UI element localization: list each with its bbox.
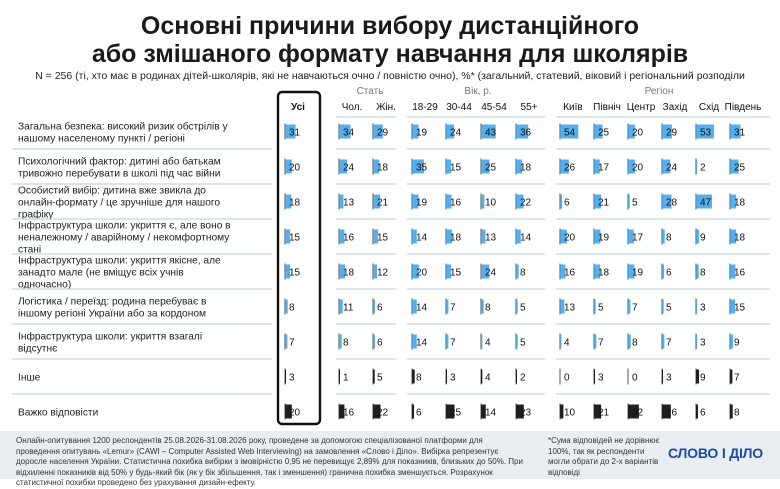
value-label: 24: [343, 162, 355, 174]
bar: [412, 370, 415, 384]
value-label: 17: [598, 162, 610, 174]
bar: [339, 370, 340, 384]
row-label: тривожно перебувати в школі під час війни: [18, 168, 221, 180]
value-label: 21: [377, 197, 389, 209]
value-label: 18: [520, 162, 532, 174]
column-header: Схід: [698, 102, 720, 113]
value-label: 29: [377, 127, 389, 139]
value-label: 43: [485, 127, 497, 139]
value-label: 28: [666, 197, 678, 209]
bar: [373, 335, 375, 349]
brand-logo: [668, 445, 772, 467]
bar: [696, 300, 697, 314]
column-header: Північ: [593, 102, 621, 113]
bar: [373, 300, 375, 314]
value-label: 3: [450, 372, 456, 384]
bar: [373, 370, 375, 384]
group-label: Вік, р.: [464, 86, 492, 97]
column-header: Захід: [662, 102, 688, 113]
value-label: 2: [700, 162, 706, 174]
bar: [516, 300, 518, 314]
all-column-frame: [278, 92, 320, 424]
value-label: 15: [450, 162, 462, 174]
brand-logo-text: СЛОВО І ДІЛО: [668, 445, 763, 461]
row-label: нашому населеному пункті / регіоні: [18, 133, 185, 145]
value-label: 18: [289, 197, 301, 209]
column-header: 30-44: [446, 102, 472, 113]
bar: [285, 300, 288, 314]
column-header: 18-29: [412, 102, 438, 113]
row-label: Особистий вибір: дитина вже звикла до: [18, 185, 206, 197]
bar: [285, 370, 286, 384]
value-label: 5: [377, 372, 383, 384]
column-header: Чол.: [341, 102, 363, 113]
value-label: 24: [485, 267, 497, 279]
row-label: стані: [18, 244, 42, 256]
bar: [285, 335, 287, 349]
column-header: 45-54: [481, 102, 507, 113]
row-label: Інше: [18, 372, 41, 384]
value-label: 20: [289, 162, 301, 174]
bar: [696, 335, 697, 349]
value-label: 18: [734, 197, 746, 209]
bar: [481, 300, 484, 314]
bar: [628, 335, 631, 349]
column-header: Жін.: [376, 102, 396, 113]
value-label: 26: [666, 407, 678, 419]
value-label: 4: [485, 372, 491, 384]
value-label: 18: [598, 267, 610, 279]
bar: [446, 300, 448, 314]
value-label: 3: [598, 372, 604, 384]
value-label: 12: [377, 267, 389, 279]
value-label: 54: [564, 127, 576, 139]
title-line-1: Основні причини вибору дистанційного: [140, 12, 640, 40]
row-label: Інфраструктура школи: укриття взагалі: [18, 331, 203, 343]
value-label: 19: [416, 197, 428, 209]
value-label: 31: [734, 127, 746, 139]
bar: [446, 370, 447, 384]
row-label: Психологічний фактор: дитині або батькам: [18, 156, 221, 168]
value-label: 22: [377, 407, 389, 419]
value-label: 25: [485, 162, 497, 174]
value-label: 36: [520, 127, 532, 139]
bar: [730, 370, 732, 384]
value-label: 16: [343, 407, 355, 419]
row-label: Важко відповісти: [18, 407, 99, 419]
bar: [696, 265, 699, 279]
value-label: 21: [598, 197, 610, 209]
row-label: Логістика / переїзд: родина перебуває в: [18, 296, 207, 308]
bar: [516, 265, 519, 279]
value-label: 20: [632, 127, 644, 139]
value-label: 7: [450, 337, 456, 349]
value-label: 13: [485, 232, 497, 244]
bar: [339, 335, 342, 349]
row-label: Інфраструктура школи: укриття якісне, але: [18, 255, 221, 267]
value-label: 23: [520, 407, 532, 419]
value-label: 15: [289, 267, 301, 279]
value-label: 18: [343, 267, 355, 279]
value-label: 8: [632, 337, 638, 349]
group-label: Регіон: [644, 86, 674, 97]
value-label: 8: [289, 302, 295, 314]
bar: [412, 405, 414, 419]
bar: [481, 370, 482, 384]
value-label: 5: [520, 302, 526, 314]
value-label: 26: [564, 162, 576, 174]
bar: [516, 370, 517, 384]
value-label: 24: [666, 162, 678, 174]
value-label: 6: [564, 197, 570, 209]
value-label: 18: [450, 232, 462, 244]
bar: [662, 300, 664, 314]
bar: [662, 230, 665, 244]
value-label: 10: [564, 407, 576, 419]
value-label: 14: [485, 407, 497, 419]
bar: [516, 335, 518, 349]
bar: [696, 160, 697, 174]
value-label: 20: [564, 232, 576, 244]
value-label: 3: [666, 372, 672, 384]
value-label: 5: [632, 197, 638, 209]
value-label: 13: [343, 197, 355, 209]
value-label: 9: [734, 337, 740, 349]
bar: [481, 335, 482, 349]
bar: [662, 335, 664, 349]
value-label: 9: [700, 232, 706, 244]
bar: [628, 195, 630, 209]
value-label: 8: [520, 267, 526, 279]
value-label: 14: [416, 337, 428, 349]
value-label: 0: [564, 372, 570, 384]
value-label: 19: [632, 267, 644, 279]
row-label: відсутнє: [18, 343, 58, 355]
bar: [594, 335, 596, 349]
value-label: 19: [598, 232, 610, 244]
bar: [730, 335, 733, 349]
value-label: 14: [416, 232, 428, 244]
value-label: 3: [289, 372, 295, 384]
value-label: 3: [700, 337, 706, 349]
row-label: Загальна безпека: високий ризик обстрілів у: [18, 121, 228, 133]
value-label: 24: [450, 127, 462, 139]
bar: [594, 300, 596, 314]
value-label: 16: [564, 267, 576, 279]
value-label: 20: [289, 407, 301, 419]
value-label: 3: [700, 302, 706, 314]
bar: [730, 405, 733, 419]
value-label: 9: [700, 372, 706, 384]
row-label: іншому регіоні України або за кордоном: [18, 308, 206, 320]
value-label: 6: [666, 267, 672, 279]
column-header: Центр: [626, 102, 656, 113]
value-label: 15: [289, 232, 301, 244]
row-label: одночасно): [18, 279, 72, 291]
value-label: 21: [598, 407, 610, 419]
value-label: 18: [734, 232, 746, 244]
value-label: 6: [700, 407, 706, 419]
value-label: 13: [564, 302, 576, 314]
value-label: 31: [289, 127, 301, 139]
bar: [696, 370, 699, 384]
column-header: Київ: [563, 102, 583, 113]
footer: [0, 431, 780, 487]
value-label: 0: [632, 372, 638, 384]
value-label: 15: [377, 232, 389, 244]
row-label: занадто мале (не вміщує всіх учнів: [18, 267, 184, 279]
value-label: 7: [289, 337, 295, 349]
value-label: 29: [666, 127, 678, 139]
value-label: 35: [416, 162, 428, 174]
value-label: 6: [416, 407, 422, 419]
value-label: 22: [520, 197, 532, 209]
value-label: 14: [520, 232, 532, 244]
value-label: 4: [564, 337, 570, 349]
bar: [696, 230, 699, 244]
value-label: 19: [416, 127, 428, 139]
bar: [560, 195, 562, 209]
value-label: 15: [734, 302, 746, 314]
value-label: 17: [632, 232, 644, 244]
value-label: 7: [598, 337, 604, 349]
bar: [594, 370, 595, 384]
value-label: 15: [450, 267, 462, 279]
value-label: 16: [450, 197, 462, 209]
value-label: 20: [632, 162, 644, 174]
value-label: 2: [520, 372, 526, 384]
value-label: 16: [734, 267, 746, 279]
value-label: 20: [416, 267, 428, 279]
value-label: 6: [377, 302, 383, 314]
value-label: 8: [734, 407, 740, 419]
value-label: 16: [343, 232, 355, 244]
value-label: 4: [485, 337, 491, 349]
value-label: 53: [700, 127, 712, 139]
row-label: Інфраструктура школи: укриття є, але воно в: [18, 220, 231, 232]
value-label: 7: [666, 337, 672, 349]
value-label: 25: [734, 162, 746, 174]
row-label: графіку: [18, 209, 54, 221]
value-label: 8: [666, 232, 672, 244]
title-line-2: або змішаного формату навчання для школярів: [91, 40, 689, 68]
value-label: 7: [734, 372, 740, 384]
bar: [560, 335, 561, 349]
value-label: 25: [598, 127, 610, 139]
value-label: 5: [666, 302, 672, 314]
value-label: 11: [343, 302, 354, 314]
page-subtitle: N = 256 (ті, хто має в родинах дітей-школярів, які не навчаються очно / повністю очно), %* (загальний, статевий, віковий і регіональний розподіли: [35, 70, 745, 82]
value-label: 32: [632, 407, 644, 419]
bar: [628, 300, 630, 314]
bar: [481, 195, 484, 209]
bar: [696, 405, 698, 419]
column-header: 55+: [520, 102, 538, 113]
bar: [446, 335, 448, 349]
value-label: 5: [520, 337, 526, 349]
value-label: 18: [377, 162, 389, 174]
value-label: 34: [343, 127, 355, 139]
bar: [560, 405, 563, 419]
group-label: Стать: [356, 86, 384, 97]
value-label: 7: [450, 302, 456, 314]
value-label: 8: [416, 372, 422, 384]
bar: [662, 370, 663, 384]
value-label: 25: [450, 407, 462, 419]
value-label: 7: [632, 302, 638, 314]
value-label: 14: [416, 302, 428, 314]
value-label: 8: [700, 267, 706, 279]
value-label: 5: [598, 302, 604, 314]
bar: [662, 265, 664, 279]
value-label: 6: [377, 337, 383, 349]
value-label: 10: [485, 197, 497, 209]
column-header: Усі: [291, 102, 305, 113]
value-label: 8: [485, 302, 491, 314]
methodology-text: Онлайн-опитування 1200 респондентів 25.08.2026-31.08.2026 року, проведене за допомогою спеціалізованої платформи для проведення опитувань «Lemur» (CAWI – Computer Assisted Web Interviewing) на замовлення «Слово і Діло». Вибірка репрезентує доросле населення України. Статистична похибка вибірки з імовірністю 0,95 не перевищує 2,89% для показників, близьких до 50%. При відхиленні показників від 50% у будь-який бік (як у бік збільшення, так і зменшення) гранична похибка зменшується. Розрахунок статистичної похибки проведено без урахування дизайн-ефекту.: [16, 436, 523, 487]
footnote-text: *Сума відповідей не дорівнює 100%, так як респонденти могли обрати до 2-х варіантів відповіді: [548, 436, 660, 477]
value-label: 47: [700, 197, 712, 209]
row-label: неналежному / аварійному / некомфортному: [18, 232, 230, 244]
column-header: Південь: [724, 102, 762, 113]
row-label: онлайн-формату / це зручніше для нашого: [18, 197, 221, 209]
value-label: 1: [343, 372, 349, 384]
value-label: 8: [343, 337, 349, 349]
